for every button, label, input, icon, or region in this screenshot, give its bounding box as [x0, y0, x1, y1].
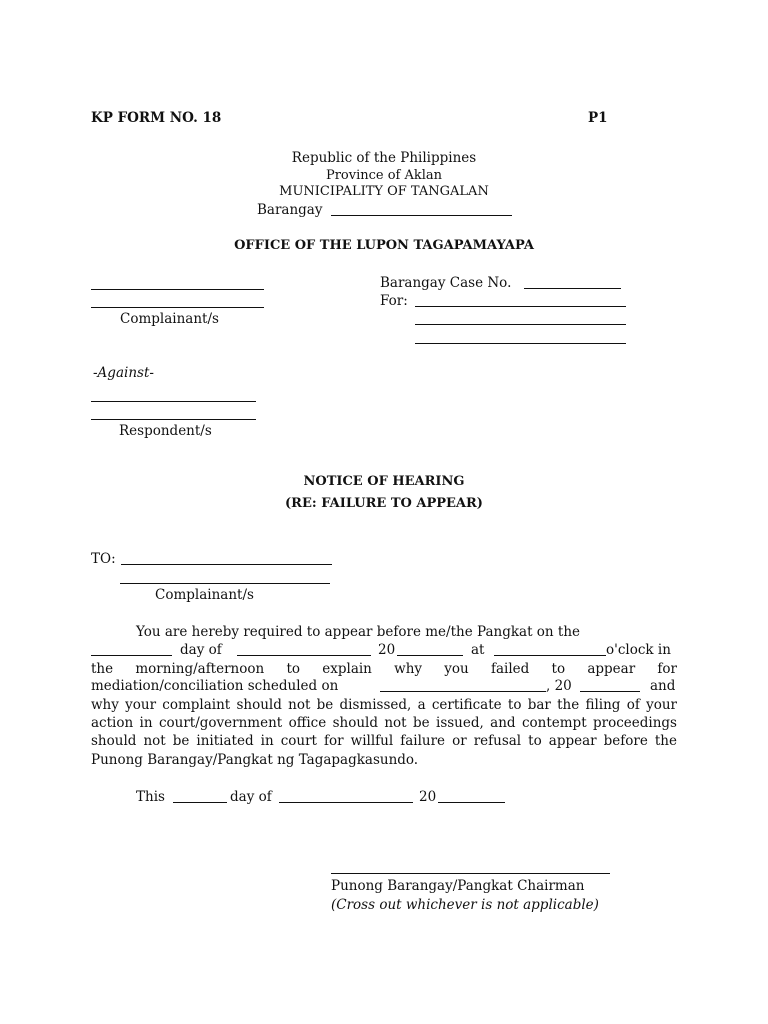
body-at: at — [471, 642, 485, 658]
body-day-of: day of — [180, 642, 222, 658]
body-line-1: You are hereby required to appear before me/the Pangkat on the — [136, 624, 581, 640]
respondent-blank-1[interactable] — [91, 401, 256, 402]
for-label: For: — [380, 293, 408, 309]
barangay-blank[interactable] — [331, 215, 512, 216]
this-year-blank[interactable] — [438, 802, 505, 803]
for-blank-3[interactable] — [415, 343, 626, 344]
to-blank-2[interactable] — [120, 583, 330, 584]
body-year-prefix: 20 — [378, 642, 396, 658]
form-number: KP FORM NO. 18 — [91, 110, 222, 126]
for-blank-1[interactable] — [415, 306, 626, 307]
against-label: -Against- — [93, 365, 154, 381]
body-oclock: o'clock in — [606, 642, 671, 658]
body-mediation-year: , 20 — [546, 678, 572, 694]
signature-note: (Cross out whichever is not applicable) — [331, 897, 599, 913]
time-blank[interactable] — [494, 655, 606, 656]
barangay-label: Barangay — [257, 202, 323, 218]
body-paragraph: why your complaint should not be dismissed, a certificate to bar the filing of your action in court/government office should not be issued, and contempt proceedings should not be initiated in court for willful failure or refusal to appear before the Punong Barangay/Pangkat ng Tagapagkasundo. — [91, 697, 677, 768]
respondent-label: Respondent/s — [119, 423, 212, 439]
month-blank[interactable] — [237, 655, 371, 656]
complainant-blank-2[interactable] — [91, 307, 264, 308]
signature-line[interactable] — [331, 873, 610, 874]
year-blank[interactable] — [397, 655, 463, 656]
province-line: Province of Aklan — [325, 168, 443, 183]
complainant-label: Complainant/s — [120, 311, 219, 327]
republic-line: Republic of the Philippines — [291, 150, 477, 166]
notice-subtitle: (RE: FAILURE TO APPEAR) — [285, 496, 483, 511]
to-complainant-label: Complainant/s — [155, 587, 254, 603]
for-blank-2[interactable] — [415, 324, 626, 325]
to-label: TO: — [91, 551, 116, 567]
complainant-blank-1[interactable] — [91, 289, 264, 290]
mediation-date-blank[interactable] — [380, 691, 546, 692]
notice-title: NOTICE OF HEARING — [303, 474, 465, 489]
case-no-blank[interactable] — [524, 288, 621, 289]
day-blank[interactable] — [91, 655, 172, 656]
to-blank-1[interactable] — [121, 564, 332, 565]
case-no-label: Barangay Case No. — [380, 275, 512, 291]
mediation-year-blank[interactable] — [580, 691, 640, 692]
body-line-3: the morning/afternoon to explain why you failed to appear for — [91, 661, 677, 677]
this-day-blank[interactable] — [173, 802, 227, 803]
this-year-prefix: 20 — [419, 789, 437, 805]
page-number: P1 — [588, 110, 608, 126]
signature-title: Punong Barangay/Pangkat Chairman — [331, 878, 585, 894]
body-mediation: mediation/conciliation scheduled on — [91, 678, 339, 694]
this-month-blank[interactable] — [279, 802, 413, 803]
office-title: OFFICE OF THE LUPON TAGAPAMAYAPA — [234, 238, 534, 253]
respondent-blank-2[interactable] — [91, 419, 256, 420]
body-and: and — [650, 678, 676, 694]
this-day-of: day of — [230, 789, 272, 805]
municipality-line: MUNICIPALITY OF TANGALAN — [279, 184, 489, 199]
this-label: This — [136, 789, 165, 805]
